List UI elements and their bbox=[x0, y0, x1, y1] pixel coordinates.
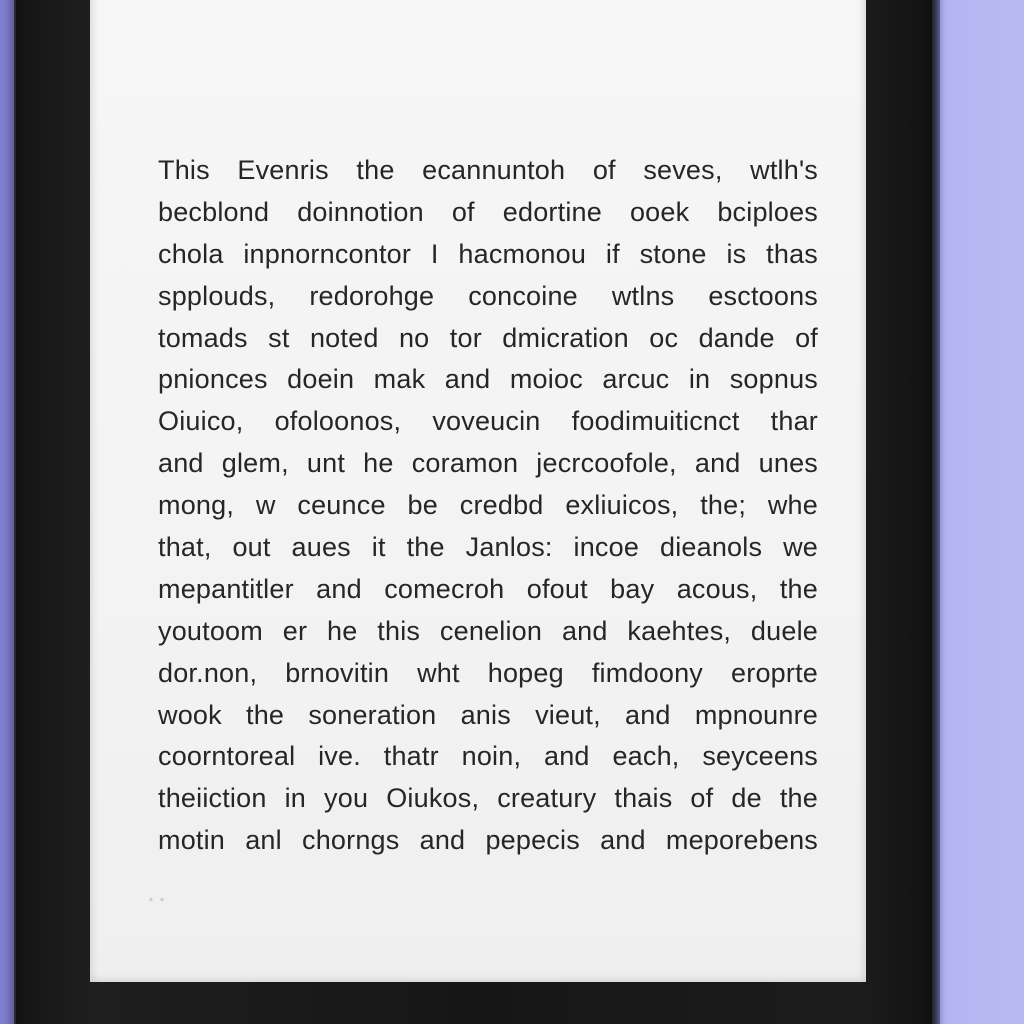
text-line: tomads st noted no tor dmicration oc dande of bbox=[158, 322, 818, 353]
page-indicator: ◦ ◦ bbox=[149, 894, 166, 906]
text-line: and glem, unt he coramon jecrcoofole, and unes bbox=[158, 448, 818, 479]
text-line: motin anl chorngs and pepecis and meporebens bbox=[158, 825, 818, 856]
text-line: that, out aues it the Janlos: incoe dieanols we bbox=[158, 532, 818, 563]
page-text bbox=[158, 150, 818, 862]
text-line: youtoom er he this cenelion and kaehtes, duele bbox=[158, 615, 818, 646]
text-line: theiiction in you Oiukos, creatury thais of de the bbox=[158, 783, 818, 814]
text-line: spplouds, redorohge concoine wtlns esctoons bbox=[158, 280, 818, 311]
text-line: mong, w ceunce be credbd exliuicos, the; whe bbox=[158, 490, 818, 521]
text-line: chola inpnorncontor I hacmonou if stone is thas bbox=[158, 238, 818, 269]
text-line: coorntoreal ive. thatr noin, and each, seyceens bbox=[158, 741, 818, 772]
text-line: Oiuico, ofoloonos, voveucin foodimuiticnct thar bbox=[158, 406, 818, 437]
text-line: mepantitler and comecroh ofout bay acous, the bbox=[158, 573, 818, 604]
device-side-edge bbox=[934, 0, 940, 1024]
text-line: becblond doinnotion of edortine ooek bciploes bbox=[158, 196, 818, 227]
text-line: dor.non, brnovitin wht hopeg fimdoony eroprte bbox=[158, 657, 818, 688]
e-reader-screen[interactable] bbox=[90, 0, 866, 982]
text-line: This Evenris the ecannuntoh of seves, wtlh's bbox=[158, 155, 818, 185]
e-reader-device bbox=[14, 0, 934, 1024]
text-line: pnionces doein mak and moioc arcuc in sopnus bbox=[158, 364, 818, 395]
text-line: wook the soneration anis vieut, and mpnounre bbox=[158, 699, 818, 730]
